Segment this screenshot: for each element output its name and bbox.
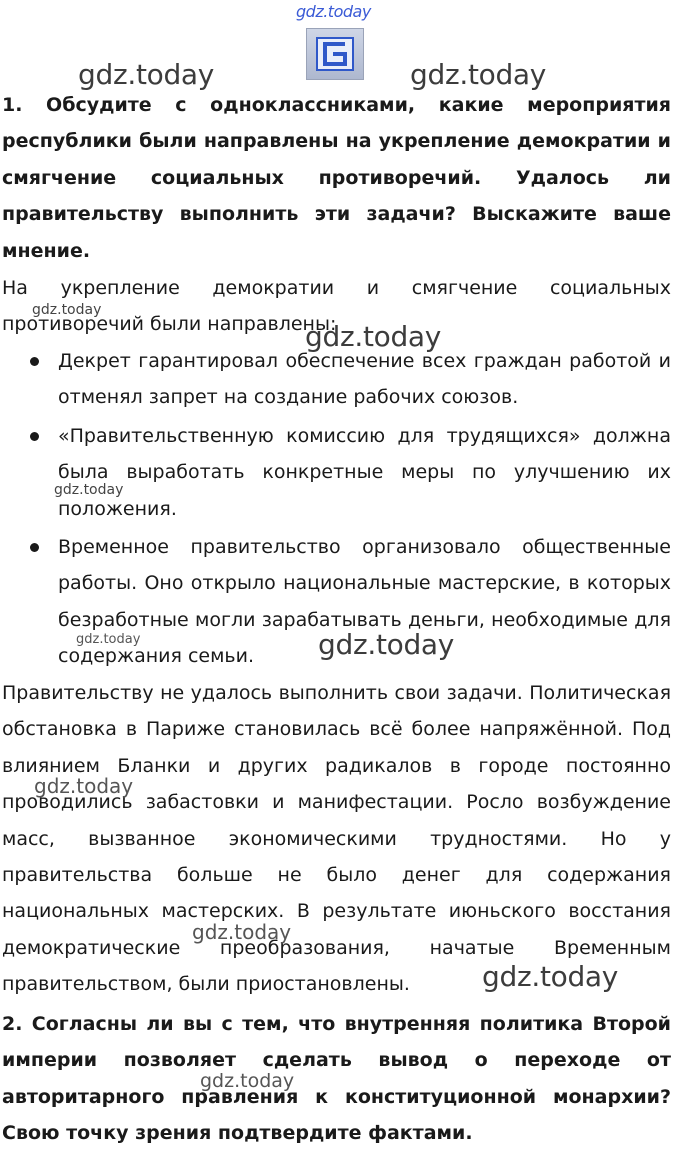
watermark: gdz.today — [76, 632, 141, 647]
watermark-top: gdz.today — [296, 2, 371, 21]
answer-1-conclusion: Правительству не удалось выполнить свои задачи. Политическая обстановка в Париже становилась всё более напряжённой. Под влиянием Бланки и других радикалов в городе постоянно проводились забастовки и манифестации. Росло возбуждение масс, вызванное экономическими трудностями. Но у правительства больше не было денег для содержания национальных мастерских. В результате июньского восстания демократические преобразования, начатые Временным правительством, были приостановлены. — [2, 682, 671, 996]
watermark: gdz.today — [54, 482, 124, 498]
watermark: gdz.today — [32, 302, 102, 318]
watermark: gdz.today — [482, 960, 619, 993]
gdz-logo-icon — [306, 28, 364, 80]
list-item — [0, 418, 673, 527]
bullet-icon — [30, 432, 39, 441]
bullet-icon — [30, 357, 39, 366]
question-2-title: 2. Согласны ли вы с тем, что внутренняя политика Второй империи позволяет сделать вывод о переходе от авторитарного правления к конституционной монархии? Свою точку зрения подтвердите фактами. — [2, 1013, 671, 1145]
answer-1-bullets — [0, 343, 673, 677]
watermark: gdz.today — [34, 774, 134, 798]
watermark-header-right: gdz.today — [410, 58, 547, 91]
watermark-header-left: gdz.today — [78, 58, 215, 91]
bullet-text: «Правительственную комиссию для трудящихся» должна была выработать конкретные меры по улучшению их положения. — [58, 424, 671, 520]
watermark: gdz.today — [192, 920, 292, 944]
bullet-icon — [30, 543, 39, 552]
bullet-text: Декрет гарантировал обеспечение всех граждан работой и отменял запрет на создание рабочих союзов. — [58, 350, 671, 409]
bullet-text: Временное правительство организовало общественные работы. Оно открыло национальные мастерские, в которых безработные могли зарабатывать деньги, необходимые для содержания семьи. — [58, 536, 671, 668]
watermark: gdz.today — [318, 628, 455, 661]
answer-1-intro: На укрепление демократии и смягчение социальных противоречий были направлены: — [2, 277, 671, 336]
list-item — [0, 343, 673, 416]
watermark: gdz.today — [305, 320, 442, 353]
question-1-title: 1. Обсудите с одноклассниками, какие мероприятия республики были направлены на укрепление демократии и смягчение социальных противоречий. Удалось ли правительству выполнить эти задачи? Выскажите ваше мнение. — [2, 94, 671, 262]
watermark: gdz.today — [200, 1070, 295, 1092]
